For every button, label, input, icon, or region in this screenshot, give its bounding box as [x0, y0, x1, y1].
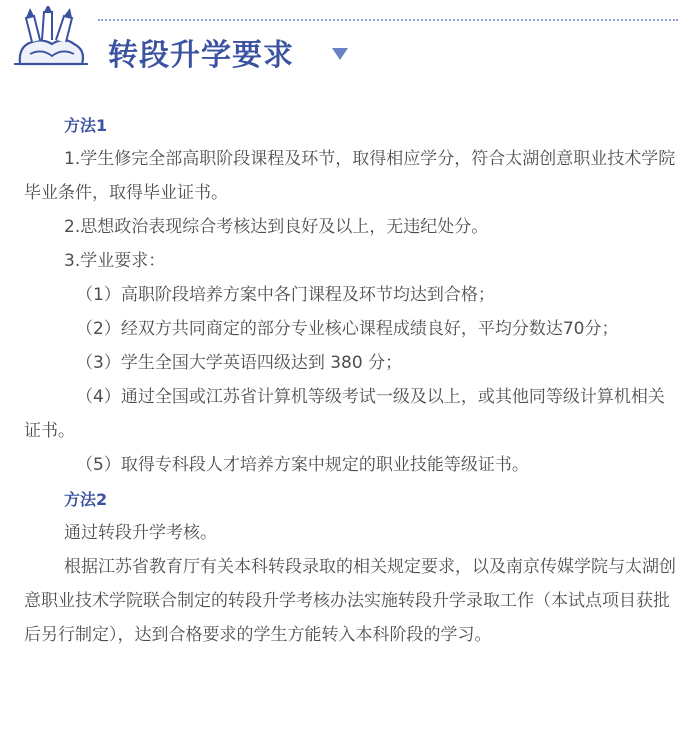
method1-heading: 方法1 — [64, 116, 108, 135]
method1-item: 3.学业要求： — [64, 251, 166, 271]
method2-heading: 方法2 — [64, 490, 108, 509]
hand-pencils-icon — [12, 6, 92, 70]
method1-subitem: （1）高职阶段培养方案中各门课程及环节均达到合格； — [76, 285, 495, 305]
triangle-down-icon — [330, 46, 350, 64]
requirements-content — [24, 110, 680, 652]
method1-subitem: （4）通过全国或江苏省计算机等级考试一级及以上，或其他同等级计算机相关证书。 — [24, 387, 665, 441]
method1-subitem: （5）取得专科段人才培养方案中规定的职业技能等级证书。 — [76, 455, 529, 475]
method2-item: 根据江苏省教育厅有关本科转段录取的相关规定要求，以及南京传媒学院与太湖创意职业技术学院联合制定的转段升学考核办法实施转段升学录取工作（本试点项目获批后另行制定），达到合格要求的学生方能转入本科阶段的学习。 — [24, 557, 676, 645]
method1-subitem: （2）经双方共同商定的部分专业核心课程成绩良好，平均分数达70分； — [76, 319, 619, 339]
page-title: 转段升学要求 — [108, 38, 294, 73]
method1-item: 1.学生修完全部高职阶段课程及环节，取得相应学分，符合太湖创意职业技术学院毕业条件，取得毕业证书。 — [24, 149, 676, 203]
section-header — [12, 6, 692, 78]
dotted-divider — [98, 19, 678, 21]
method1-item: 2.思想政治表现综合考核达到良好及以上，无违纪处分。 — [64, 217, 489, 237]
method1-subitem: （3）学生全国大学英语四级达到 380 分； — [76, 353, 403, 373]
method2-item: 通过转段升学考核。 — [64, 523, 217, 543]
